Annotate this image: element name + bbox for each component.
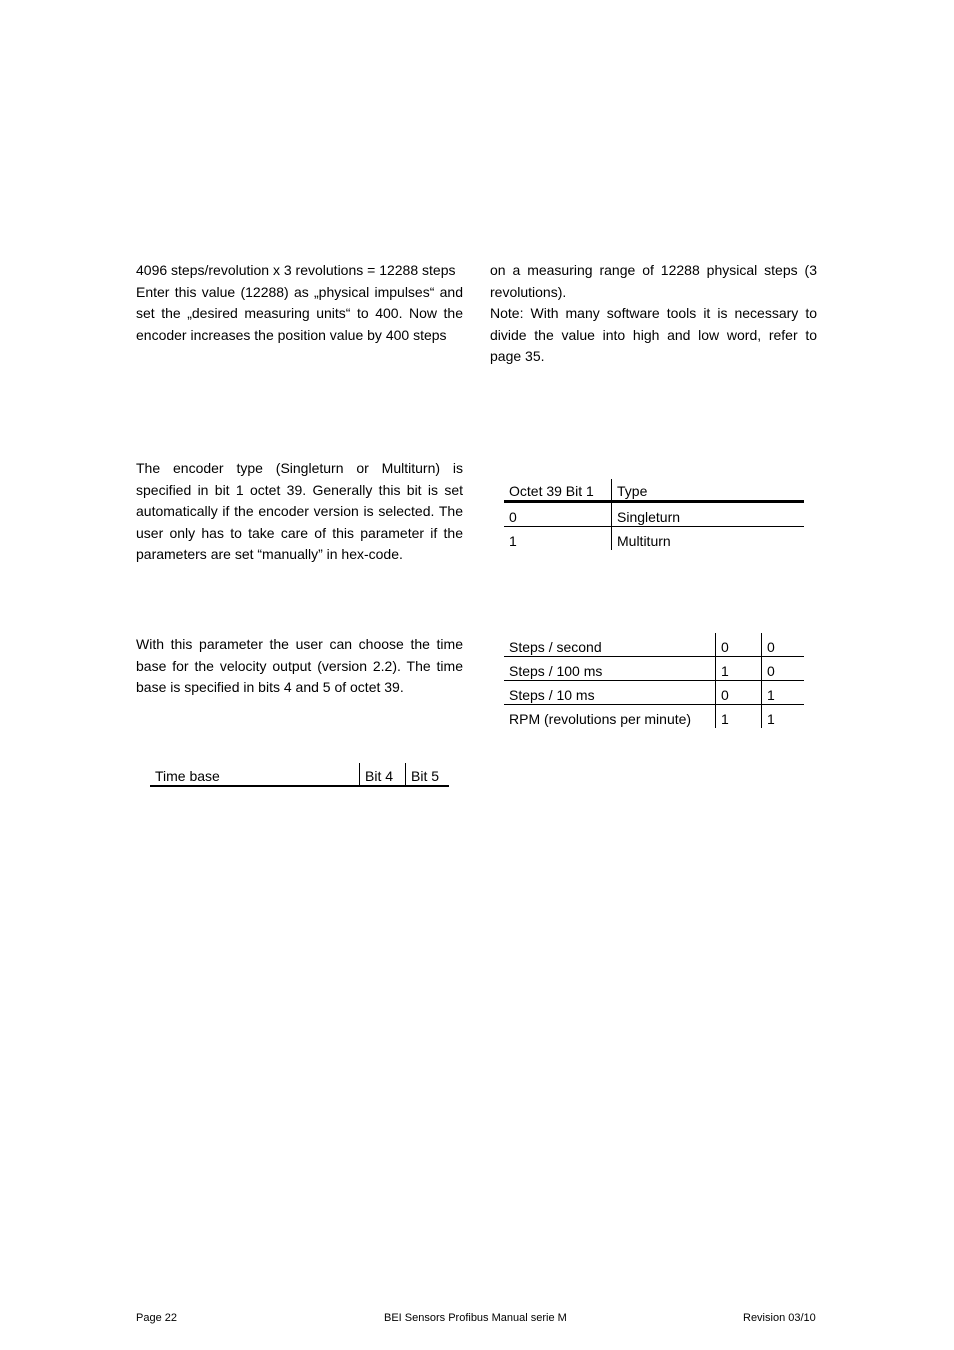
time-base-paragraph: With this parameter the user can choose the time base for the velocity output (version 2.2). The time base is specified in bits 4 and 5 of octet 39. [136, 636, 463, 696]
scaling-line-2: Enter this value (12288) as „physical impulses“ and set the „desired measuring units“ to 400. Now the encoder increases the position value by 400 steps [136, 283, 463, 343]
scaling-line-1: 4096 steps/revolution x 3 revolutions = 12288 steps [136, 262, 456, 278]
scaling-text-right [490, 260, 817, 368]
encoder-type-paragraph: The encoder type (Singleturn or Multiturn) is specified in bit 1 octet 39. Generally this bit is set automatically if the encoder version is selected. The user only has to take care of this parameter if the parameters are set “manually” in hex-code. [136, 460, 463, 563]
table-row [504, 681, 804, 705]
time-base-text [136, 634, 463, 699]
scaling-note: Note: With many software tools it is necessary to divide the value into high and low word, refer to page 35. [490, 305, 817, 365]
table-cell: 0 [716, 633, 762, 657]
table-row [504, 502, 804, 527]
table-cell: Multiturn [612, 527, 805, 551]
table-header-row [150, 763, 449, 786]
table-row [504, 657, 804, 681]
table-cell: Steps / 10 ms [504, 681, 716, 705]
table-cell: 1 [762, 681, 805, 705]
scaling-line-3: on a measuring range of 12288 physical steps (3 revolutions). [490, 262, 817, 300]
scaling-text-left [136, 260, 463, 346]
table-header-cell: Bit 5 [406, 763, 450, 786]
table-cell: RPM (revolutions per minute) [509, 711, 692, 727]
table-cell: 1 [716, 705, 762, 729]
encoder-type-text [136, 458, 463, 566]
table-header-row [504, 479, 804, 502]
table-cell: Steps / 100 ms [504, 657, 716, 681]
table-header-cell: Time base [150, 763, 360, 786]
time-base-table [504, 633, 804, 728]
table-cell: 0 [716, 681, 762, 705]
table-cell: Steps / second [504, 633, 716, 657]
table-cell: 1 [716, 657, 762, 681]
table-row [504, 527, 804, 551]
table-cell: 1 [509, 533, 517, 549]
footer-page-number: Page 22 [136, 1312, 177, 1324]
table-header-cell: Octet 39 Bit 1 [504, 479, 612, 502]
table-cell: 0 [762, 657, 805, 681]
table-header-cell: Bit 4 [360, 763, 406, 786]
table-cell: 1 [762, 705, 805, 729]
table-cell: 0 [762, 633, 805, 657]
table-row [504, 633, 804, 657]
table-header-cell: Type [612, 479, 805, 502]
table-row [504, 705, 804, 729]
footer-revision: Revision 03/10 [743, 1312, 816, 1324]
encoder-type-table [504, 479, 804, 550]
table-cell: 0 [504, 502, 612, 527]
footer-title: BEI Sensors Profibus Manual serie M [384, 1312, 567, 1324]
time-base-header-table [150, 763, 449, 787]
table-cell: Singleturn [612, 502, 805, 527]
